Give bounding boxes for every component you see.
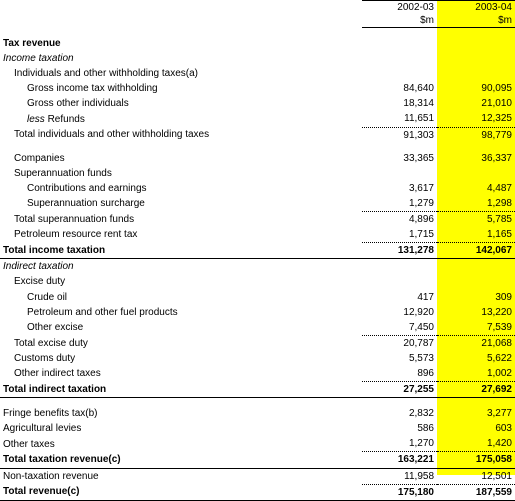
row-label: Gross income tax withholding <box>27 83 158 95</box>
table-row <box>0 166 515 181</box>
table-row <box>0 151 515 166</box>
value-2002-03: 20,787 <box>403 337 434 349</box>
unit-label: $m <box>362 14 437 28</box>
value-2002-03: 4,896 <box>408 214 434 226</box>
row-label: Other excise <box>27 321 84 333</box>
total-row <box>0 484 515 500</box>
subsection-heading <box>0 51 515 66</box>
table-row <box>0 96 515 111</box>
value-2003-04: 12,501 <box>437 468 515 484</box>
value-2002-03: 1,270 <box>362 436 437 452</box>
value-2002-03: 91,303 <box>403 129 434 141</box>
value-2002-03: 3,617 <box>408 182 434 194</box>
total-row <box>0 382 515 398</box>
row-label: Excise duty <box>14 276 66 288</box>
value-2003-04: 1,420 <box>437 436 515 452</box>
row-label: Other indirect taxes <box>14 368 101 380</box>
value-2003-04: 7,539 <box>437 320 515 336</box>
value-2003-04: 1,165 <box>437 227 515 243</box>
table-row <box>0 305 515 320</box>
table-row <box>0 436 515 452</box>
row-label: Total income taxation <box>0 243 362 259</box>
section-heading <box>0 36 515 51</box>
value-2002-03: 417 <box>417 291 434 303</box>
value-2003-04: 1,002 <box>437 366 515 382</box>
value-2003-04: 187,559 <box>437 484 515 500</box>
table-row <box>0 66 515 81</box>
subtotal-row <box>0 212 515 228</box>
row-label: Total superannuation funds <box>14 213 135 225</box>
value-2003-04: 36,337 <box>481 152 512 164</box>
subtotal-row <box>0 335 515 351</box>
row-label: Total excise duty <box>14 337 88 349</box>
value-2002-03: 1,279 <box>362 196 437 212</box>
value-2003-04: 175,058 <box>437 452 515 468</box>
value-2002-03: 33,365 <box>403 152 434 164</box>
row-label: Gross other individuals <box>27 98 129 110</box>
row-label: Companies <box>14 152 65 164</box>
value-2003-04: 5,622 <box>486 352 512 364</box>
value-2003-04: 21,068 <box>481 337 512 349</box>
value-2002-03: 131,278 <box>362 243 437 259</box>
row-label: Crude oil <box>27 291 68 303</box>
value-2003-04: 309 <box>495 291 512 303</box>
row-label: Superannuation surcharge <box>27 198 145 210</box>
row-label: Non-taxation revenue <box>3 470 99 482</box>
row-label: Income taxation <box>3 53 74 65</box>
row-label: less Refunds <box>27 113 85 125</box>
value-2002-03: 12,920 <box>403 306 434 318</box>
value-2003-04: 90,095 <box>481 83 512 95</box>
value-2002-03: 11,651 <box>362 111 437 127</box>
row-label: Individuals and other withholding taxes(a) <box>14 68 198 80</box>
row-label: Petroleum resource rent tax <box>14 229 138 241</box>
value-2003-04: 98,779 <box>481 129 512 141</box>
table-row <box>0 468 515 484</box>
row-label: Total revenue(c) <box>0 484 362 500</box>
less-prefix: less <box>27 113 45 125</box>
unit-label: $m <box>437 14 515 28</box>
value-2002-03: 1,715 <box>362 227 437 243</box>
value-2002-03: 163,221 <box>362 452 437 468</box>
value-2003-04: 603 <box>495 423 512 435</box>
subtotal-row <box>0 127 515 143</box>
value-2003-04: 12,325 <box>437 111 515 127</box>
row-label: Petroleum and other fuel products <box>27 306 178 318</box>
value-2003-04: 142,067 <box>437 243 515 259</box>
value-2002-03: 5,573 <box>408 352 434 364</box>
table-row <box>0 274 515 289</box>
value-2003-04: 21,010 <box>481 98 512 110</box>
row-label: Total indirect taxation <box>0 382 362 398</box>
table-row <box>0 227 515 243</box>
row-label: Customs duty <box>14 352 76 364</box>
value-2003-04: 1,298 <box>437 196 515 212</box>
value-2002-03: 84,640 <box>403 83 434 95</box>
value-2003-04: 3,277 <box>486 408 512 420</box>
value-2003-04: 5,785 <box>486 214 512 226</box>
table-row <box>0 421 515 436</box>
row-label: Superannuation funds <box>14 167 112 179</box>
total-row <box>0 452 515 468</box>
value-2003-04: 27,692 <box>437 382 515 398</box>
value-2002-03: 2,832 <box>408 408 434 420</box>
value-2002-03: 175,180 <box>362 484 437 500</box>
units-row <box>0 14 515 28</box>
value-2002-03: 27,255 <box>362 382 437 398</box>
value-2002-03: 18,314 <box>403 98 434 110</box>
header-row <box>0 1 515 15</box>
row-label: Agricultural levies <box>3 423 82 435</box>
row-label: Total individuals and other withholding taxes <box>14 129 210 141</box>
value-2002-03: 896 <box>362 366 437 382</box>
table-row <box>0 111 515 127</box>
table-row <box>0 181 515 196</box>
value-2003-04: 4,487 <box>486 182 512 194</box>
subsection-heading <box>0 259 515 275</box>
table-row <box>0 81 515 96</box>
table-row <box>0 196 515 212</box>
column-header-2002-03: 2002-03 <box>362 1 437 15</box>
row-label: Tax revenue <box>3 38 61 49</box>
row-label: Total taxation revenue(c) <box>0 452 362 468</box>
value-2002-03: 7,450 <box>362 320 437 336</box>
row-label: Indirect taxation <box>3 261 74 273</box>
table-row <box>0 351 515 366</box>
total-row <box>0 243 515 259</box>
table-row <box>0 320 515 336</box>
row-label: Fringe benefits tax(b) <box>3 408 98 420</box>
value-2002-03: 11,958 <box>362 468 437 484</box>
row-label: Contributions and earnings <box>27 182 147 194</box>
value-2003-04: 13,220 <box>481 306 512 318</box>
table-row <box>0 366 515 382</box>
row-label: Other taxes <box>3 438 55 450</box>
value-2002-03: 586 <box>417 423 434 435</box>
table-row <box>0 406 515 421</box>
table-row <box>0 290 515 305</box>
column-header-2003-04: 2003-04 <box>437 1 515 15</box>
